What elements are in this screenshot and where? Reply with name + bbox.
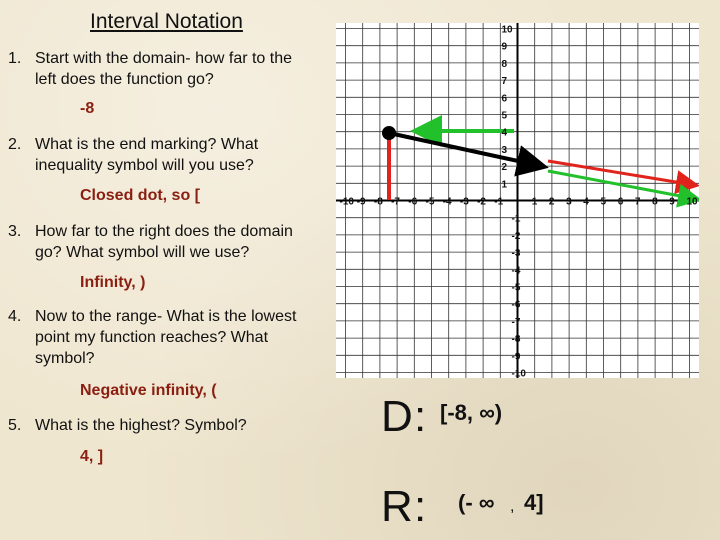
y-tick-label: -5: [511, 282, 521, 294]
question-line: inequality symbol will you use?: [35, 157, 254, 174]
question-2: [8, 134, 338, 178]
x-tick-label: 2: [548, 196, 555, 208]
x-tick-label: 4: [583, 196, 589, 208]
range-colon: :: [414, 482, 427, 531]
x-tick-label: 8: [652, 196, 658, 208]
x-tick-label: -9: [356, 196, 366, 208]
question-line: go? What symbol will we use?: [35, 244, 250, 261]
y-tick-label: 1: [501, 179, 508, 191]
range-open: (- ∞: [458, 490, 495, 515]
x-tick-label: -6: [408, 196, 418, 208]
y-tick-label: -8: [511, 334, 521, 346]
question-line: What is the highest? Symbol?: [35, 417, 247, 434]
answer-5: 4, ]: [80, 448, 104, 465]
question-number: 1.: [8, 50, 22, 67]
x-tick-label: 1: [531, 196, 538, 208]
range-arrow: [548, 171, 696, 199]
question-3: [8, 221, 338, 265]
x-tick-label: -1: [494, 196, 504, 208]
closed-dot: [382, 126, 396, 140]
x-tick-label: 10: [686, 196, 698, 208]
x-tick-label: -7: [391, 196, 401, 208]
x-tick-label: 6: [617, 196, 624, 208]
question-line: Now to the range- What is the lowest: [35, 308, 297, 325]
answer-2: Closed dot, so [: [80, 187, 200, 204]
y-tick-label: -3: [511, 248, 521, 260]
y-tick-label: 3: [501, 144, 508, 156]
answer-1: -8: [80, 100, 95, 117]
y-tick-label: 5: [501, 110, 508, 122]
y-tick-label: -4: [511, 265, 521, 277]
y-tick-label: 7: [501, 76, 508, 88]
range-close: 4]: [524, 490, 544, 515]
question-line: point my function reaches? What: [35, 329, 269, 346]
y-tick-label: 4: [501, 127, 508, 139]
x-tick-label: 3: [566, 196, 572, 208]
question-number: 4.: [8, 308, 22, 325]
y-tick-label: -7: [511, 316, 521, 328]
x-tick-label: -10: [339, 196, 354, 208]
answer-4: Negative infinity, (: [80, 382, 217, 399]
y-tick-label: 8: [501, 58, 508, 70]
y-tick-label: 2: [501, 162, 508, 174]
question-4: [8, 306, 338, 370]
y-tick-label: -9: [511, 351, 521, 363]
question-line: What is the end marking? What: [35, 136, 259, 153]
x-tick-label: -5: [425, 196, 435, 208]
range-letter: R: [381, 482, 413, 531]
question-line: symbol?: [35, 350, 95, 367]
graph-svg: [336, 23, 699, 378]
y-tick-label: -2: [511, 230, 521, 242]
question-line: How far to the right does the domain: [35, 223, 293, 240]
x-tick-label: 5: [600, 196, 607, 208]
x-tick-label: 9: [669, 196, 675, 208]
y-tick-label: 10: [501, 24, 513, 36]
page-title: Interval Notation: [90, 10, 243, 33]
question-5: [8, 415, 338, 437]
domain-interval: [-8, ∞): [440, 400, 503, 425]
question-line: Start with the domain- how far to the: [35, 50, 293, 67]
question-number: 2.: [8, 136, 22, 153]
y-tick-label: -10: [511, 368, 526, 378]
answer-3: Infinity, ): [80, 274, 146, 291]
x-tick-label: -3: [459, 196, 469, 208]
domain-colon: :: [414, 392, 427, 441]
x-tick-label: 7: [634, 196, 641, 208]
question-1: [8, 48, 338, 92]
y-tick-label: 6: [501, 93, 508, 105]
x-tick-label: -8: [373, 196, 383, 208]
x-tick-label: -4: [442, 196, 452, 208]
question-line: left does the function go?: [35, 71, 214, 88]
question-number: 5.: [8, 417, 22, 434]
y-tick-label: -6: [511, 299, 521, 311]
y-tick-label: 9: [501, 41, 508, 53]
coordinate-graph: [336, 23, 699, 378]
x-tick-label: -2: [477, 196, 487, 208]
question-number: 3.: [8, 223, 22, 240]
y-tick-label: -1: [511, 213, 521, 225]
domain-letter: D: [381, 392, 413, 441]
range-comma: ,: [510, 498, 515, 515]
